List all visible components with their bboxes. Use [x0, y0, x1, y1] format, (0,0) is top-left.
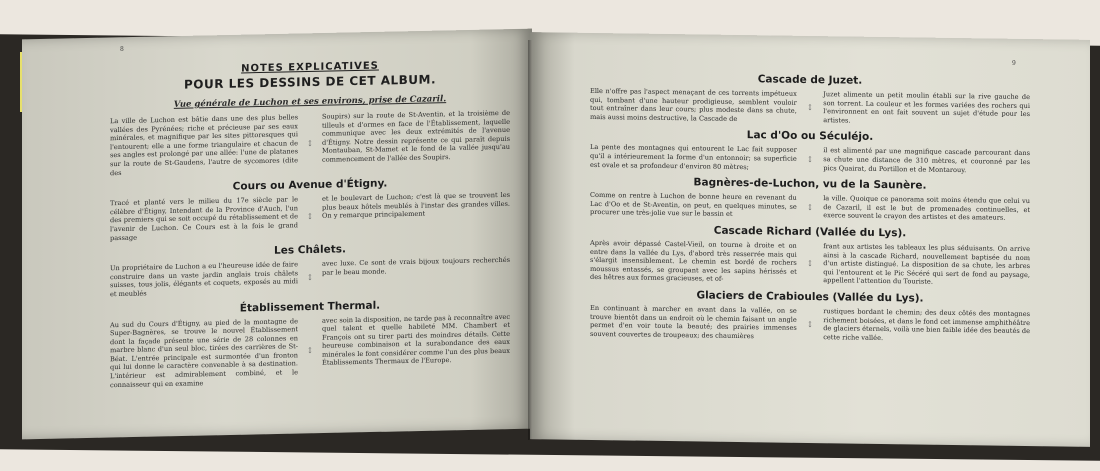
- column-right: il est alimenté par une magnifique cascade parcourant dans sa chute une distance de 310 mètres, et couronné par les pics Quairat, du Portillon et de Montarouy.: [823, 146, 1030, 174]
- column-right: frant aux artistes les tableaux les plus séduisants. On arrive ainsi à la cascade Richard, nouvellement baptisée du nom d'un artiste distingué. La disposition de sa chute, les arbres qui l'entourent et le Pic Sécéré qui sert de fond au paysage, appellent l'attention du Touriste.: [823, 242, 1030, 287]
- section-columns: [110, 256, 510, 299]
- column-right: avec soin la disposition, ne tarde pas à reconnaître avec quel talent et quelle habileté MM. Chambert et François ont su tirer parti des moindres détails. Cette heureuse combinaison et la surabondance des eaux minérales le font considérer comme l'un des plus beaux Établissements Thermaux de l'Europe.: [322, 312, 511, 368]
- column-arrow-icon: ↕: [806, 102, 814, 112]
- section-heading: Lac d'Oo ou Séculéjo.: [746, 129, 874, 144]
- column-arrow-icon: ↕: [806, 258, 814, 268]
- column-right: avec luxe. Ce sont de vrais bijoux toujours recherchés par le beau monde.: [322, 255, 510, 277]
- column-arrow-icon: ↕: [806, 202, 814, 212]
- column-right: Juzet alimente un petit moulin établi sur la rive gauche de son torrent. La couleur et les formes variées des rochers qui l'environnent en ont fait souvent un sujet d'étude pour les artistes.: [823, 90, 1030, 125]
- section-heading: Bagnères-de-Luchon, vu de la Saunère.: [693, 176, 927, 192]
- section-columns: [110, 109, 510, 178]
- section-columns: [110, 191, 510, 242]
- column-right: et le boulevart de Luchon; c'est là que se trouvent les plus beaux hôtels meublés à l'instar des grandes villes. On y remarque principalement: [322, 190, 510, 221]
- column-right: Soupirs) sur la route de St-Aventin, et la troisième de tilleuls et d'ormes en face de l'Établissement, laquelle communique avec les deux extrémités de l'avenue d'Étigny. Notre dessin représente ce qui paraît depuis Montauban, St-Mamet et le fond de la vallée jusqu'au commencement de l'allée des Soupirs.: [322, 108, 510, 164]
- column-left: Un propriétaire de Luchon a eu l'heureuse idée de faire construire dans un vaste jardin anglais trois châlets suisses, tous jolis, élégants et coquets, exposés au midi et meublés: [110, 260, 298, 299]
- section-heading: Cascade de Juzet.: [757, 73, 863, 87]
- column-left: En continuant à marcher en avant dans la vallée, on se trouve bientôt dans un endroit où le chemin faisant un angle permet d'en voir toute la beauté; des prairies immenses souvent couvertes de troupeaux; des chaumières: [590, 303, 797, 340]
- column-arrow-icon: ↕: [306, 346, 314, 356]
- right-page-content: [590, 65, 1030, 344]
- page-title: NOTES EXPLICATIVES: [241, 60, 379, 75]
- book-gutter: [528, 40, 532, 440]
- column-left: Comme on rentre à Luchon de bonne heure en revenant du Lac d'Oo et de St-Aventin, on peut, en quelques minutes, se procurer une très-jolie vue sur le bassin et: [590, 191, 797, 219]
- right-page-number: 9: [1012, 60, 1016, 67]
- column-arrow-icon: ↕: [306, 272, 314, 282]
- section-columns: [590, 304, 1030, 345]
- column-arrow-icon: ↕: [806, 319, 814, 329]
- section-columns: [590, 191, 1030, 223]
- column-right: rustiques bordant le chemin; des deux côtés des montagnes richement boisées, et dans le fond cet immense amphithéâtre de glaciers éternels, voilà une bien faible idée des beautés de cette riche vallée.: [823, 307, 1030, 342]
- left-page-content: [110, 58, 510, 390]
- column-left: La ville de Luchon est bâtie dans une des plus belles vallées des Pyrénées; riche et précieuse par ses eaux minérales, et magnifique par les sites pittoresques qui l'entourent; elle a une forme triangulaire et chacun de ses angles est prolongé par une allée: l'une de platanes sur la route de St-Gaudens, l'autre de sycomores (dite des: [110, 113, 298, 177]
- section-columns: [590, 239, 1030, 288]
- section-heading: Glaciers de Crabioules (Vallée du Lys).: [696, 289, 924, 305]
- column-left: Après avoir dépassé Castel-Vieil, on tourne à droite et on entre dans la vallée du Lys, d'abord très resserrée mais qui s'élargit insensiblement. Le chemin est bordé de rochers moussus entassés, se groupant avec les sapins hérissés et des hêtres aux formes gracieuses, et of-: [590, 238, 797, 284]
- column-arrow-icon: ↕: [306, 212, 314, 222]
- column-arrow-icon: ↕: [306, 138, 314, 148]
- column-left: La pente des montagnes qui entourent le Lac fait supposer qu'il a intérieurement la forme d'un entonnoir; sa superficie est ovale et sa profondeur d'environ 80 mètres;: [590, 143, 797, 171]
- section-subtitle: Vue générale de Luchon et ses environs, prise de Cazaril.: [173, 94, 447, 110]
- page-subtitle: POUR LES DESSINS DE CET ALBUM.: [183, 72, 437, 92]
- section-columns: [110, 312, 510, 389]
- column-arrow-icon: ↕: [806, 154, 814, 164]
- column-right: la ville. Quoique ce panorama soit moins étendu que celui vu de Cazaril, il est le but de promenades continuelles, et exerce souvent le crayon des artistes et des amateurs.: [823, 194, 1030, 223]
- column-left: Elle n'offre pas l'aspect menaçant de ces torrents impétueux qui, tombant d'une hauteur prodigieuse, semblent vouloir tout entraîner dans leur cours; plus modeste dans sa chute, mais aussi moins destructive, la Cascade de: [590, 86, 797, 123]
- section-columns: [590, 87, 1030, 128]
- left-page-number: 8: [120, 46, 124, 53]
- section-heading: Cours ou Avenue d'Étigny.: [232, 177, 388, 193]
- column-left: Tracé et planté vers le milieu du 17e siècle par le célèbre d'Étigny, Intendant de la Province d'Auch, l'un des premiers qui se soit occupé du rétablissement et de l'avenir de Luchon. Ce Cours est à la fois le grand passage: [110, 195, 298, 242]
- column-left: Au sud du Cours d'Étigny, au pied de la montagne de Super-Bagnères, se trouve le nouvel Établissement dont la façade présente une série de 28 colonnes en marbre blanc d'un seul bloc, tirées des carrières de St-Béat. L'entrée principale est surmontée d'un fronton qui lui donne le caractère convenable à sa destination. L'intérieur est admirablement combiné, et le connaisseur qui en examine: [110, 316, 298, 389]
- section-heading: Établissement Thermal.: [239, 299, 381, 314]
- section-heading: Les Châlets.: [274, 243, 346, 257]
- section-heading: Cascade Richard (Vallée du Lys).: [713, 224, 907, 240]
- section-columns: [590, 143, 1030, 175]
